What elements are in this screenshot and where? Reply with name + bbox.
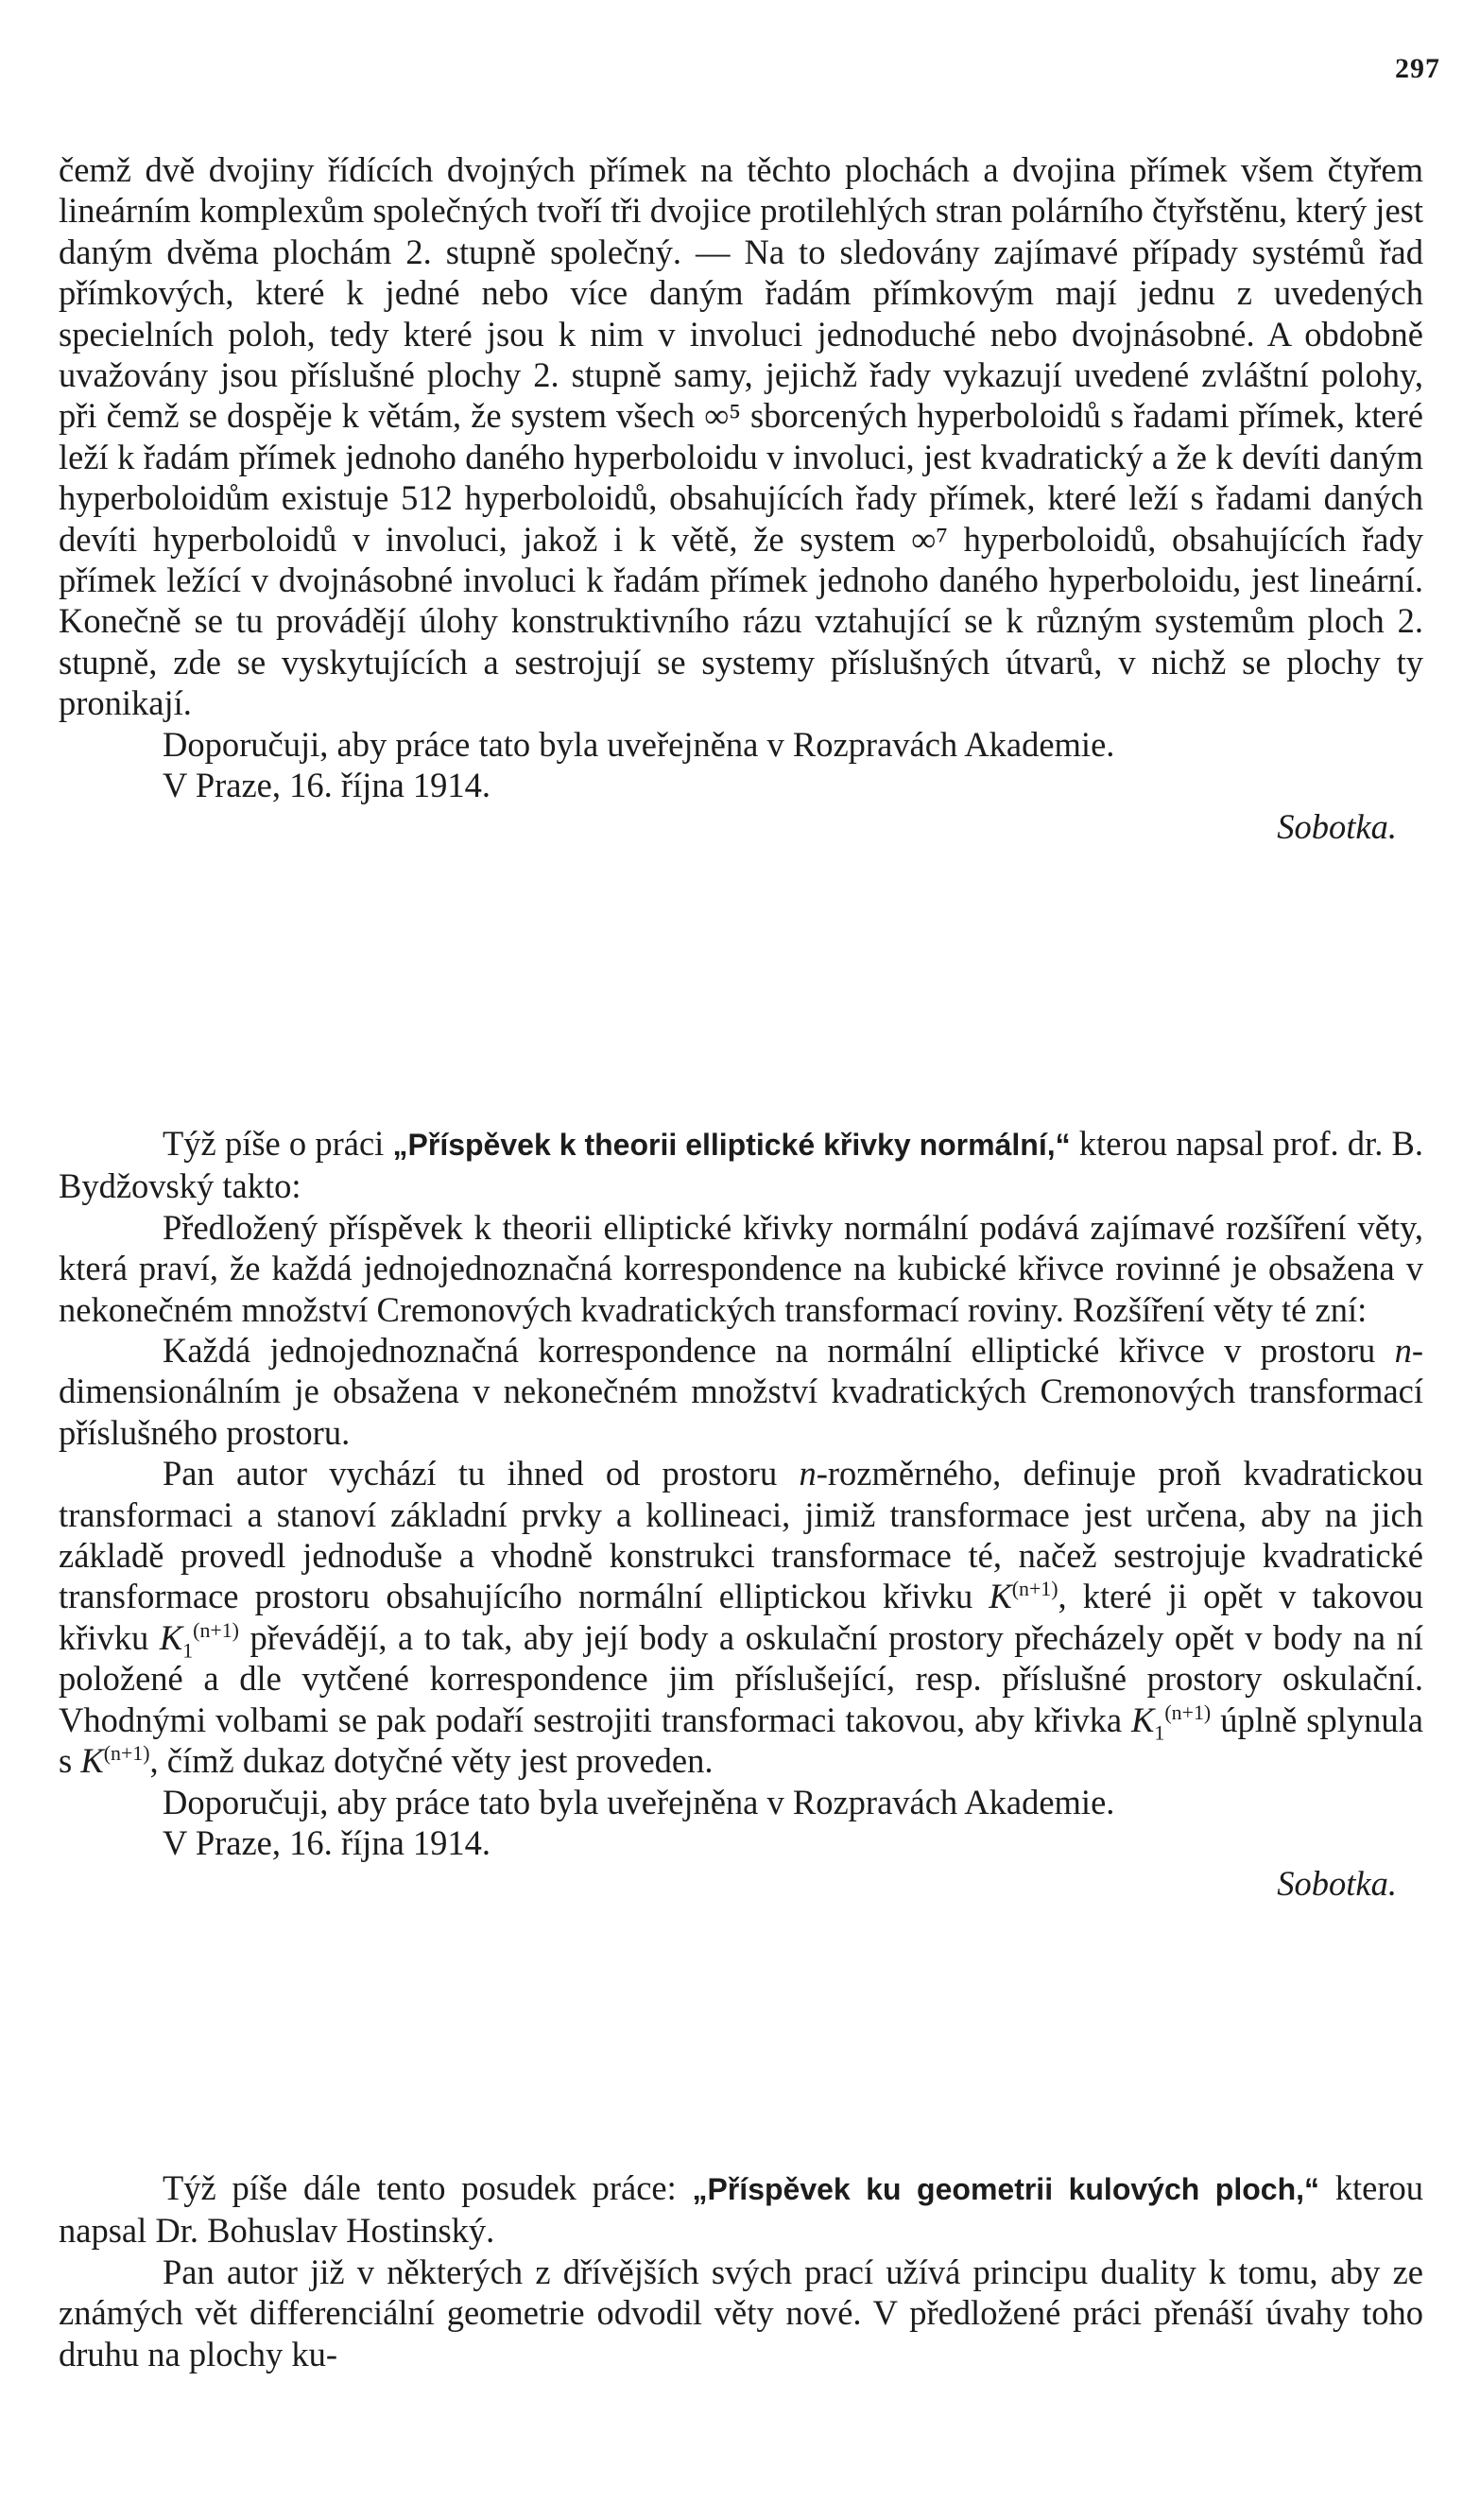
review-2-p3-text-c: , které ji opět v takovou křivku [59, 1577, 1423, 1657]
review-3-paragraph-1: Pan autor již v některých z dřívějších svých prací užívá principu duality k tomu, aby ze známých vět differenciální geometrie odvodil věty nové. V předložené práci přenáší úvahy toho druhu na plochy ku- [59, 2252, 1423, 2373]
review-2-p3-text-d: převádějí, a to tak, aby její body a oskulační prostory přecházely opět v body na ní položené a dle vytčené korrespondence jim příslušející, resp. příslušné prostory oskulační. Vhodnými volbami se pak podaří sestrojiti transformaci takovou, aby křivka [59, 1617, 1423, 1739]
math-K1-superscript: (n+1) [193, 1617, 239, 1642]
review-2-p3-text-f: , čímž dukaz dotyčné věty jest proveden. [149, 1741, 714, 1781]
review-2-p2-text-b: -dimensionálním je obsažena v nekonečném množství kvadratických Cremonových transformací příslušného prostoru. [59, 1331, 1423, 1452]
review-2-intro [59, 1123, 1423, 1207]
math-K-superscript: (n+1) [1011, 1577, 1058, 1601]
review-2-paragraph-2 [59, 1330, 1423, 1453]
review-2-p3-text-b: -rozměrného, definuje proň kvadratickou transformaci a stanoví základní prvky a kollineaci, jimiž transformace jest určena, aby na jich základě provedl jednoduše a vhodně konstrukci transformace té, načež sestrojuje kvadratické transformace prostoru obsahujícího normální elliptickou křivku [59, 1454, 1423, 1616]
review-1-recommendation: Doporučuji, aby práce tato byla uveřejněna v Rozpravách Akademie. [163, 724, 1115, 764]
review-2-p3-text-a: Pan autor vychází tu ihned od prostoru [163, 1454, 800, 1493]
math-K-second: K [80, 1741, 104, 1781]
page-number: 297 [1395, 53, 1440, 84]
review-2-intro-suffix: kterou napsal prof. dr. B. Bydžovský takto: [59, 1124, 1423, 1206]
math-K1-subscript: 1 [182, 1638, 194, 1663]
math-K1-second-superscript: (n+1) [1164, 1700, 1212, 1724]
review-3-intro-suffix: kterou napsal Dr. Bohuslav Hostinský. [59, 2168, 1423, 2251]
review-2-paragraph-1: Předložený příspěvek k theorii elliptické křivky normální podává zajímavé rozšíření věty, která praví, že každá jednojednoznačná korrespondence na kubické křivce rovinné je obsažena v nekonečném množství Cremonových kvadratických transformací roviny. Rozšíření věty té zní: [59, 1207, 1423, 1329]
review-3-intro [59, 2167, 1423, 2252]
math-K-second-superscript: (n+1) [103, 1740, 150, 1765]
review-2-intro-prefix: Týž píše o práci [163, 1124, 393, 1163]
review-2-p3-text-e: úplně splynula s [59, 1700, 1423, 1781]
review-3-article-title: „Příspěvek ku geometrii kulových ploch,“ [692, 2172, 1320, 2206]
review-2-p2-text-a: Každá jednojednoznačná korrespondence na normální elliptické křivce v prostoru [163, 1331, 1395, 1371]
review-1-date: V Praze, 16. října 1914. [163, 766, 491, 805]
review-2-p2-var-n: n [1394, 1331, 1412, 1371]
math-K1: K [159, 1617, 183, 1657]
review-3-intro-prefix: Týž píše dále tento posudek práce: [163, 2168, 693, 2207]
review-2-date: V Praze, 16. října 1914. [163, 1822, 491, 1862]
math-K1-second: K [1131, 1700, 1155, 1739]
review-section-1 [59, 149, 1423, 847]
review-2-paragraph-3 [59, 1453, 1423, 1781]
review-2-signature: Sobotka. [1277, 1864, 1397, 1904]
review-2-p3-var-n: n [799, 1454, 817, 1493]
review-section-3 [59, 2167, 1423, 2374]
review-section-2 [59, 1123, 1423, 1905]
review-1-signature: Sobotka. [1277, 806, 1397, 846]
math-K1-second-subscript: 1 [1154, 1719, 1165, 1744]
review-1-body: čemž dvě dvojiny řídících dvojných přímek na těchto plochách a dvojina přímek všem čtyřem lineárním komplexům společných tvoří tři dvojice protilehlých stran polárního čtyřstěnu, který jest daným dvěma plochám 2. stupně společný. — Na to sledovány zajímavé případy systémů řad přímkových, které k jedné nebo více daným řadám přímkovým mají jednu z uvedených specielních poloh, tedy které jsou k nim v involuci jednoduché nebo dvojnásobné. A obdobně uvažovány jsou příslušné plochy 2. stupně samy, jejichž řady vykazují uvedené zvláštní polohy, při čemž se dospěje k větám, že system všech ∞⁵ sborcených hyperboloidů s řadami přímek, které leží k řadám přímek jednoho daného hyperboloidu v involuci, jest kvadratický a že k devíti daným hyperboloidům existuje 512 hyperboloidů, obsahujících řady přímek, které leží s řadami daných devíti hyperboloidů v involuci, jakož i k větě, že system ∞⁷ hyperboloidů, obsahujících řady přímek ležící v dvojnásobné involuci k řadám přímek jednoho daného hyperboloidu, jest lineární. Konečně se tu provádějí úlohy konstruktivního rázu vztahující se k různým systemům ploch 2. stupně, zde se vyskytujících a sestrojují se systemy příslušných útvarů, v nichž se plochy ty pronikají. [59, 150, 1423, 723]
math-K: K [989, 1577, 1012, 1616]
review-2-article-title: „Příspěvek k theorii elliptické křivky normální,“ [392, 1128, 1071, 1162]
review-2-recommendation: Doporučuji, aby práce tato byla uveřejněna v Rozpravách Akademie. [163, 1782, 1115, 1821]
